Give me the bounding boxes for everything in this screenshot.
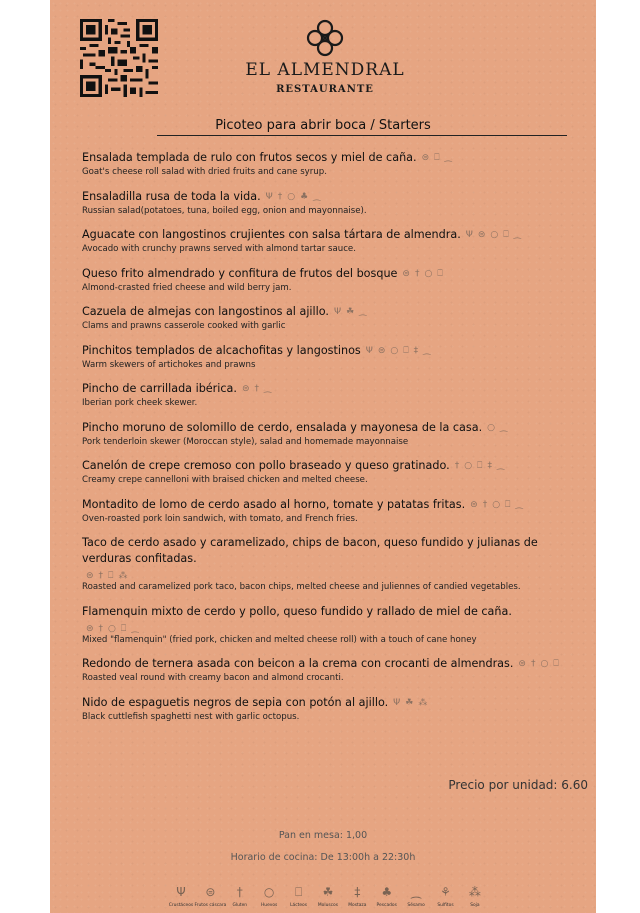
legend-label: Frutos cáscara: [194, 903, 227, 908]
huevos-icon: ○: [490, 230, 499, 240]
huevos-icon: ○: [464, 461, 473, 471]
item-name: Nido de espaguetis negros de sepia con potón al ajillo. Ψ ☘ ⁂: [82, 695, 428, 709]
frutos-cascara-icon: ⊜: [377, 345, 386, 356]
crustaceos-icon: Ψ: [265, 191, 273, 202]
frutos-cascara-icon: ⊜: [421, 153, 430, 163]
item-name: Queso frito almendrado y confitura de frutos del bosque ⊜ † ○ ⎕: [82, 266, 443, 280]
mostaza-icon: ‡: [487, 461, 492, 471]
sesamo-icon: ⁔: [500, 422, 508, 433]
menu-item: [82, 535, 582, 594]
section-title: Picoteo para abrir boca / Starters: [215, 118, 431, 133]
legend-label: Huevos: [260, 903, 278, 908]
lacteos-icon: ⎕: [503, 230, 509, 240]
sesamo-icon: ⁔: [513, 230, 521, 240]
legend-label: Sésamo: [407, 903, 425, 908]
item-description: Warm skewers of artichokes and prawns: [82, 359, 256, 370]
menu-item: [82, 227, 582, 256]
frutos-cascara-icon: ⊜: [86, 571, 94, 581]
sesamo-icon: ⁔: [444, 153, 452, 163]
sesamo-icon: ⁔: [423, 345, 431, 356]
gluten-icon: †: [98, 571, 104, 581]
legend-item-mostaza: [344, 884, 370, 908]
item-name: Pinchitos templados de alcachofitas y langostinos Ψ ⊜ ○ ⎕ ‡ ⁔: [82, 343, 431, 357]
menu-item: [82, 343, 582, 372]
sesamo-icon: ⁔: [515, 499, 523, 510]
crustaceos-icon: Ψ: [365, 345, 373, 356]
item-name: Ensaladilla rusa de toda la vida. Ψ † ○ ♣ ⁔: [82, 189, 321, 203]
unit-price: Precio por unidad: 6.60: [448, 778, 588, 792]
frutos-cascara-icon: ⊜: [86, 623, 94, 634]
item-description: Oven-roasted pork loin sandwich, with tomato, and French fries.: [82, 513, 358, 524]
legend-item-sesamo: [403, 884, 429, 908]
qr-code-icon[interactable]: [80, 19, 158, 97]
legend-item-lacteos: [286, 884, 312, 908]
menu-item: [82, 458, 582, 487]
menu-item: [82, 420, 582, 449]
huevos-icon: ○: [540, 659, 549, 669]
restaurant-name: EL ALMENDRAL: [245, 60, 405, 80]
lacteos-icon: ⎕: [553, 659, 559, 669]
item-name: Montadito de lomo de cerdo asado al horno, tomate y patatas fritas. ⊜ † ○ ⎕ ⁔: [82, 497, 523, 511]
lacteos-icon: ⎕: [477, 461, 483, 471]
crustaceos-icon: Ψ: [333, 307, 342, 317]
sesamo-icon: ⁔: [131, 623, 139, 634]
legend-item-frutos-cascara: [194, 884, 227, 908]
menu-item: [82, 266, 582, 295]
menu-item: [82, 695, 582, 724]
item-name: Aguacate con langostinos crujientes con salsa tártara de almendra. Ψ ⊜ ○ ⎕ ⁔: [82, 228, 521, 241]
pescados-icon: ♣: [381, 885, 393, 899]
mostaza-icon: ‡: [354, 885, 361, 899]
legend-label: Gluten: [232, 903, 248, 908]
legend-label: Mostaza: [348, 903, 367, 908]
gluten-icon: †: [277, 191, 283, 202]
item-name: Ensalada templada de rulo con frutos secos y miel de caña. ⊜ ⎕ ⁔: [82, 151, 452, 164]
legend-label: Moluscos: [317, 903, 339, 908]
gluten-icon: †: [414, 268, 420, 279]
menu-item: [82, 189, 582, 218]
menu-item: [82, 497, 582, 526]
frutos-cascara-icon: ⊜: [402, 268, 410, 279]
huevos-icon: ○: [487, 422, 496, 433]
item-name: Redondo de ternera asada con beicon a la crema con crocanti de almendras. ⊜ † ○ ⎕: [82, 657, 559, 670]
huevos-icon: ○: [108, 623, 116, 634]
bread-charge: Pan en mesa: 1,00: [278, 830, 368, 841]
moluscos-icon: ☘: [322, 885, 334, 899]
restaurant-subtitle: RESTAURANTE: [276, 84, 374, 95]
item-name: Cazuela de almejas con langostinos al ajillo. Ψ ☘ ⁔: [82, 305, 367, 318]
crustaceos-icon: Ψ: [393, 697, 401, 708]
item-description: Clams and prawns casserole cooked with garlic: [82, 321, 286, 331]
menu-item: [82, 381, 582, 410]
legend-item-moluscos: [315, 884, 341, 908]
item-description: Creamy crepe cannelloni with braised chicken and melted cheese.: [82, 475, 368, 485]
lacteos-icon: ⎕: [505, 499, 511, 510]
soja-icon: ⁂: [118, 571, 128, 581]
legend-item-pescados: [374, 884, 400, 908]
item-name: Flamenquin mixto de cerdo y pollo, queso fundido y rallado de miel de caña.: [82, 604, 512, 618]
sesamo-icon: ⁔: [359, 307, 367, 317]
frutos-cascara-icon: ⊜: [205, 885, 216, 899]
item-name: Canelón de crepe cremoso con pollo braseado y queso gratinado. † ○ ⎕ ‡ ⁔: [82, 459, 505, 472]
crustaceos-icon: Ψ: [465, 230, 473, 240]
frutos-cascara-icon: ⊜: [477, 230, 486, 240]
item-name: Pincho de carrillada ibérica. ⊜ † ⁔: [82, 382, 272, 395]
legend-item-sulfitos: [433, 884, 459, 908]
mostaza-icon: ‡: [413, 345, 419, 356]
menu-items-list: [82, 150, 582, 733]
moluscos-icon: ☘: [405, 697, 414, 708]
item-description: Russian salad(potatoes, tuna, boiled egg, onion and mayonnaise).: [82, 205, 367, 216]
menu-page: [50, 0, 596, 913]
legend-item-gluten: [227, 884, 253, 908]
item-description: Mixed "flamenquin" (fried pork, chicken and melted cheese roll) with a touch of cane honey: [82, 634, 477, 645]
lacteos-icon: ⎕: [108, 571, 114, 581]
frutos-cascara-icon: ⊜: [470, 499, 478, 510]
huevos-icon: ○: [263, 885, 275, 899]
lacteos-icon: ⎕: [294, 885, 303, 899]
moluscos-icon: ☘: [346, 307, 355, 317]
legend-label: Soja: [470, 903, 480, 908]
sesamo-icon: ⁔: [496, 461, 505, 471]
section-divider: [157, 135, 567, 136]
crustaceos-icon: Ψ: [176, 885, 186, 899]
lacteos-icon: ⎕: [120, 623, 127, 634]
menu-item: [82, 604, 582, 647]
legend-label: Lácteos: [290, 903, 308, 908]
sulfitos-icon: ⚘: [440, 885, 451, 899]
allergen-icons: [82, 567, 582, 581]
legend-label: Pescados: [376, 903, 397, 908]
gluten-icon: †: [98, 623, 104, 634]
huevos-icon: ○: [287, 191, 296, 202]
menu-item: [82, 656, 582, 685]
legend-label: Crustáceos: [168, 903, 194, 908]
item-description: Iberian pork cheek skewer.: [82, 398, 198, 408]
menu-item: [82, 304, 582, 333]
gluten-icon: †: [236, 885, 243, 899]
gluten-icon: †: [482, 499, 488, 510]
knot-logo-icon: [305, 18, 345, 58]
item-name: Pincho moruno de solomillo de cerdo, ensalada y mayonesa de la casa. ○ ⁔: [82, 420, 508, 434]
huevos-icon: ○: [424, 268, 433, 279]
kitchen-hours: Horario de cocina: De 13:00h a 22:30h: [230, 852, 416, 863]
sesamo-icon: ⁔: [313, 191, 321, 202]
item-description: Roasted and caramelized pork taco, bacon chips, melted cheese and juliennes of candied vegetables.: [82, 582, 521, 592]
huevos-icon: ○: [390, 345, 399, 356]
gluten-icon: †: [454, 461, 460, 471]
soja-icon: ⁂: [468, 885, 481, 899]
huevos-icon: ○: [492, 499, 501, 510]
menu-item: [82, 150, 582, 179]
frutos-cascara-icon: ⊜: [241, 384, 250, 394]
lacteos-icon: ⎕: [403, 345, 409, 356]
legend-item-soja: [462, 884, 488, 908]
item-description: Goat's cheese roll salad with dried fruits and cane syrup.: [82, 167, 327, 177]
item-description: Avocado with crunchy prawns served with almond tartar sauce.: [82, 244, 356, 254]
frutos-cascara-icon: ⊜: [518, 659, 526, 669]
lacteos-icon: ⎕: [434, 153, 440, 163]
sesamo-icon: ⁔: [411, 885, 421, 899]
allergen-icons: [82, 620, 582, 634]
item-description: Almond-crasted fried cheese and wild berry jam.: [82, 282, 292, 293]
sesamo-icon: ⁔: [264, 384, 272, 394]
gluten-icon: †: [530, 659, 536, 669]
gluten-icon: †: [254, 384, 259, 394]
legend-item-crustaceos: [168, 884, 194, 908]
item-name: Taco de cerdo asado y caramelizado, chips de bacon, queso fundido y julianas de verduras confitadas.: [82, 536, 538, 565]
lacteos-icon: ⎕: [437, 268, 443, 279]
item-description: Black cuttlefish spaghetti nest with garlic octopus.: [82, 711, 300, 722]
item-description: Roasted veal round with creamy bacon and almond crocanti.: [82, 673, 344, 683]
legend-label: Sulfitos: [437, 903, 454, 908]
allergen-legend: [168, 884, 488, 908]
soja-icon: ⁂: [418, 697, 428, 708]
pescados-icon: ♣: [300, 191, 309, 202]
legend-item-huevos: [256, 884, 282, 908]
item-description: Pork tenderloin skewer (Moroccan style), salad and homemade mayonnaise: [82, 436, 409, 447]
